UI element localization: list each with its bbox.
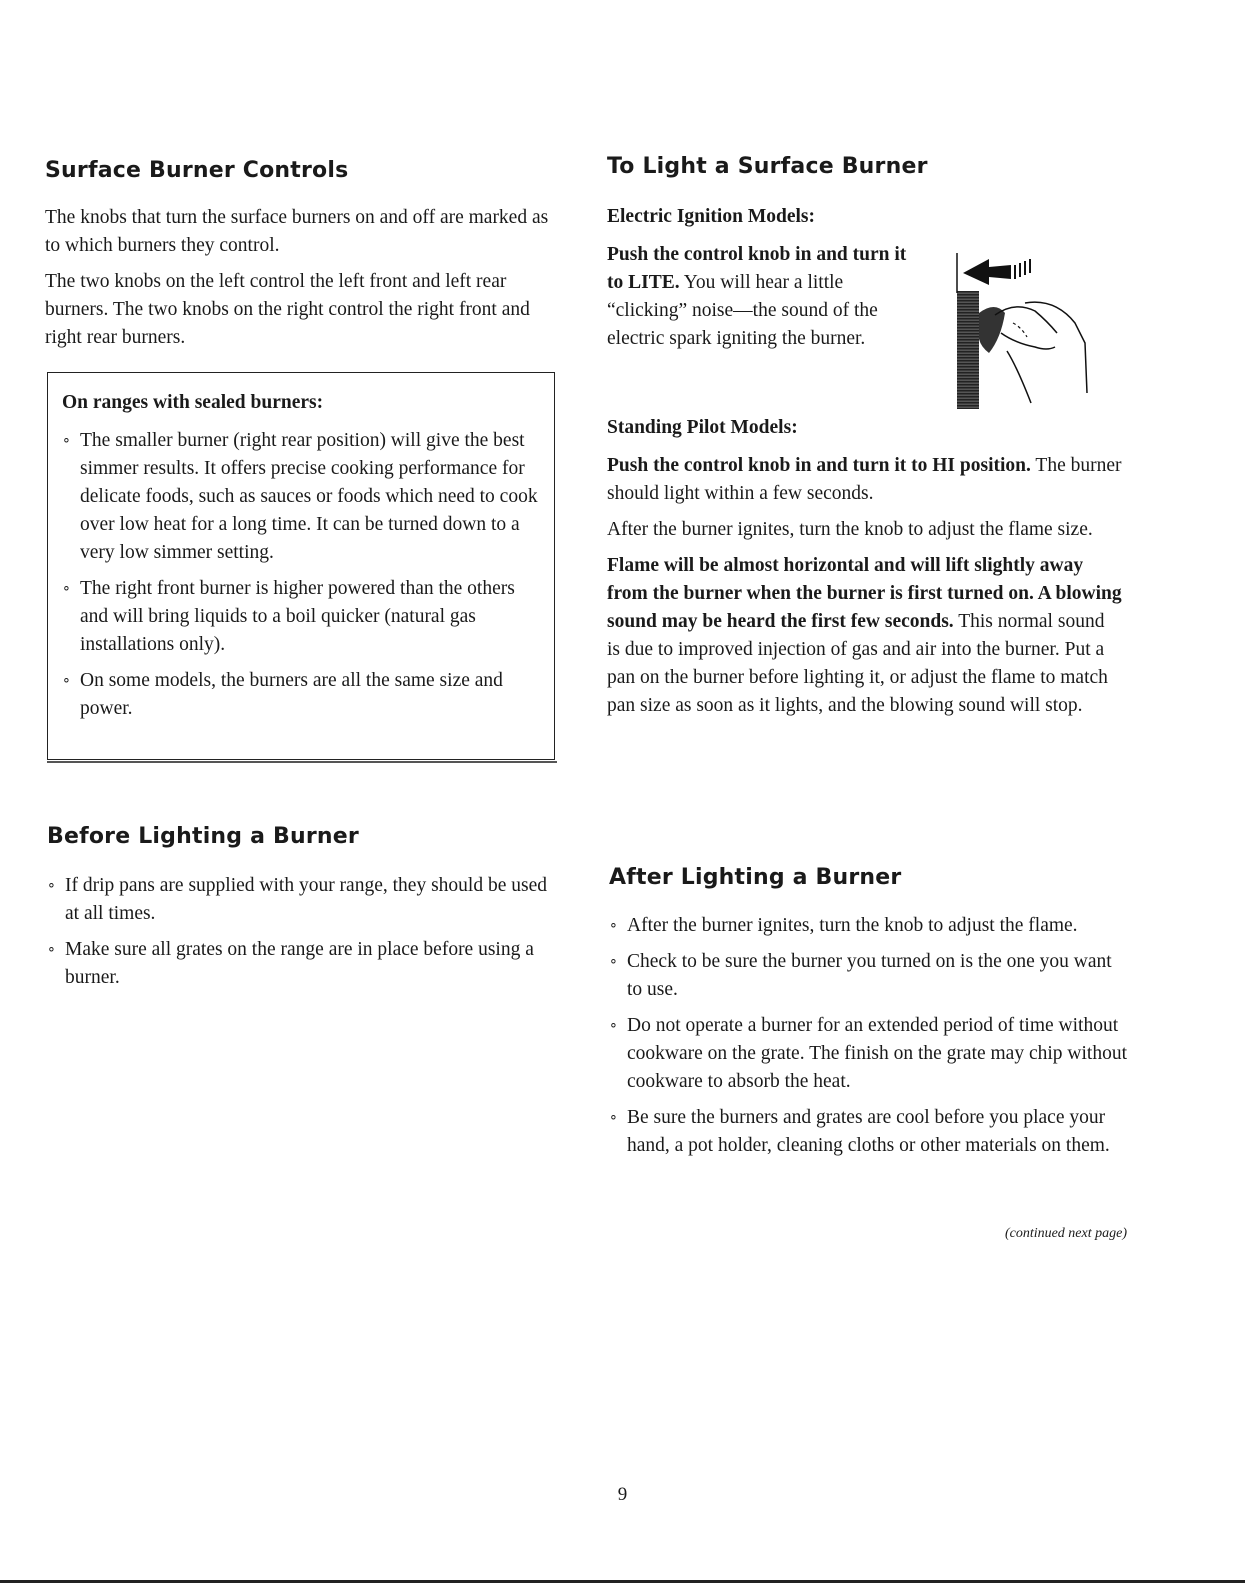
bullet-icon: ∘ [47, 942, 56, 957]
electric-ignition-text: Push the control knob in and turn it to LITE. You will hear a little “clicking” noise—the sound of the electric spark igniting the burner. [607, 244, 907, 349]
after-lighting-content [609, 912, 1129, 1168]
to-light-heading: To Light a Surface Burner [607, 154, 928, 179]
electric-ignition-heading: Electric Ignition Models: [607, 206, 815, 227]
list-item: ∘ Be sure the burners and grates are cool before you place your hand, a pot holder, cleaning cloths or other materials on them. [609, 1104, 1129, 1160]
flame-text: Flame will be almost horizontal and will lift slightly away from the burner when the burner is first turned on. A blowing sound may be heard the first few seconds. This normal sound is due to improved injection of gas and air into the burner. Put a pan on the burner before lighting it, or adjust the flame to match pan size as soon as it lights, and the blowing sound will stop. [607, 555, 1122, 716]
knobs-paragraph: The knobs that turn the surface burners on and off are marked as to which burners they control. [45, 207, 549, 256]
adjust-text: After the burner ignites, turn the knob to adjust the flame size. [607, 519, 1093, 540]
surface-burner-controls-heading: Surface Burner Controls [45, 158, 349, 183]
standing-pilot-section [607, 414, 1137, 720]
list-item: ∘ Make sure all grates on the range are in place before using a burner. [47, 936, 557, 992]
surface-burner-controls-text [45, 204, 565, 352]
page-number: 9 [617, 1484, 628, 1505]
bullet-icon: ∘ [609, 954, 618, 969]
list-item: ∘ Do not operate a burner for an extended period of time without cookware on the grate. The finish on the grate may chip without cookware to absorb the heat. [609, 1012, 1129, 1096]
bullet-icon: ∘ [47, 878, 56, 893]
two-knobs-paragraph: The two knobs on the left control the left front and left rear burners. The two knobs on the right control the right front and right rear burners. [45, 271, 530, 348]
list-item: ∘ The right front burner is higher powered than the others and will bring liquids to a boil quicker (natural gas installations only). [62, 575, 540, 659]
sealed-burners-title: On ranges with sealed burners: [62, 392, 324, 413]
bullet-icon: ∘ [62, 433, 71, 448]
list-item: ∘ On some models, the burners are all the same size and power. [62, 667, 540, 723]
standing-pilot-heading: Standing Pilot Models: [607, 417, 798, 438]
bullet-icon: ∘ [62, 673, 71, 688]
before-lighting-content [47, 872, 557, 1000]
bottom-rule [0, 1580, 1245, 1583]
bullet-icon: ∘ [609, 1018, 618, 1033]
after-lighting-list [609, 912, 1129, 1160]
standing-pilot-text: Push the control knob in and turn it to HI position. The burner should light within a few seconds. [607, 455, 1122, 504]
box-shadow-rule [47, 761, 557, 763]
bullet-icon: ∘ [62, 581, 71, 596]
control-knob-illustration-icon [955, 243, 1100, 413]
list-item: ∘ The smaller burner (right rear position) will give the best simmer results. It offers precise cooking performance for delicate foods, such as sauces or foods which need to cook over low heat for a long time. It can be turned down to a very low simmer setting. [62, 427, 540, 567]
after-lighting-heading: After Lighting a Burner [609, 865, 902, 890]
list-item: ∘ If drip pans are supplied with your range, they should be used at all times. [47, 872, 557, 928]
continued-note: (continued next page) [1004, 1226, 1127, 1241]
list-item: ∘ After the burner ignites, turn the knob to adjust the flame. [609, 912, 1129, 940]
sealed-burners-list [62, 427, 540, 723]
bullet-icon: ∘ [609, 918, 618, 933]
sealed-burners-content [62, 389, 540, 731]
before-lighting-heading: Before Lighting a Burner [47, 824, 359, 849]
bullet-icon: ∘ [609, 1110, 618, 1125]
before-lighting-list [47, 872, 557, 992]
list-item: ∘ Check to be sure the burner you turned on is the one you want to use. [609, 948, 1129, 1004]
